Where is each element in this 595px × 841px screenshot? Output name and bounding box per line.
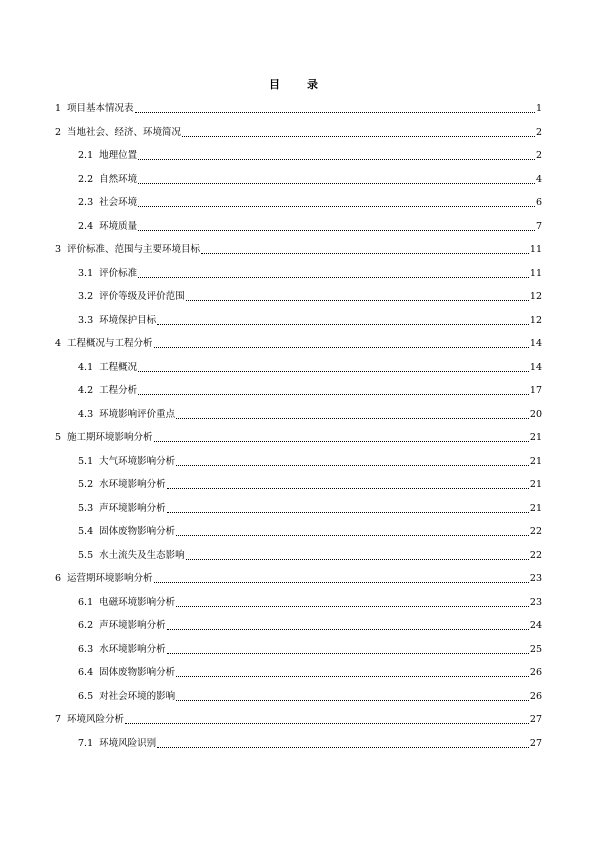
toc-entry-page-number: 24 bbox=[529, 620, 542, 631]
toc-dot-leader bbox=[138, 182, 535, 184]
toc-entry-title: 地理位置 bbox=[99, 150, 138, 161]
toc-entry-title: 环境质量 bbox=[99, 220, 138, 232]
toc-dot-leader bbox=[154, 581, 529, 583]
toc-entry-text bbox=[78, 268, 137, 280]
toc-entry-title: 对社会环境的影响 bbox=[99, 690, 176, 702]
toc-dot-leader bbox=[138, 393, 529, 395]
toc-entry-number: 2.1 bbox=[78, 150, 94, 161]
toc-entry-number: 3.1 bbox=[78, 267, 94, 279]
toc-dot-leader bbox=[176, 605, 529, 607]
toc-entry[interactable] bbox=[78, 616, 542, 632]
toc-entry-text bbox=[78, 503, 166, 515]
toc-entry-number: 6.1 bbox=[78, 596, 94, 608]
toc-entry-page-number: 14 bbox=[529, 361, 542, 373]
toc-entry[interactable] bbox=[78, 475, 542, 491]
toc-entry[interactable] bbox=[78, 146, 542, 162]
toc-entry-number: 7.1 bbox=[78, 737, 94, 749]
toc-entry-text bbox=[78, 526, 175, 538]
toc-entry-text bbox=[78, 362, 137, 374]
toc-entry-title: 环境风险识别 bbox=[99, 737, 157, 749]
toc-entry-number: 4 bbox=[55, 338, 62, 349]
toc-entry[interactable] bbox=[78, 522, 542, 538]
toc-entry-number: 5.4 bbox=[78, 526, 94, 537]
toc-entry-title: 评价标准 bbox=[99, 267, 138, 279]
toc-entry-page-number: 26 bbox=[529, 690, 542, 702]
toc-entry-number: 6.4 bbox=[78, 667, 94, 678]
toc-entry-text bbox=[78, 738, 156, 750]
toc-entry-title: 施工期环境影响分析 bbox=[67, 432, 153, 443]
toc-entry[interactable] bbox=[78, 170, 542, 186]
toc-entry-text bbox=[78, 221, 137, 233]
toc-entry[interactable] bbox=[78, 358, 542, 374]
toc-entry-title: 社会环境 bbox=[99, 197, 138, 208]
toc-entry[interactable] bbox=[78, 687, 542, 703]
toc-entry-text bbox=[55, 244, 200, 256]
toc-entry-number: 3 bbox=[55, 244, 62, 255]
toc-entry-text bbox=[78, 550, 185, 562]
toc-dot-leader bbox=[138, 370, 529, 372]
toc-entry-title: 声环境影响分析 bbox=[99, 502, 166, 514]
toc-entry-page-number: 4 bbox=[535, 173, 542, 185]
toc-entry-number: 2.2 bbox=[78, 173, 94, 185]
toc-entry[interactable] bbox=[55, 123, 542, 139]
toc-entry[interactable] bbox=[55, 428, 542, 444]
toc-entry-page-number: 7 bbox=[535, 220, 542, 232]
toc-entry-page-number: 23 bbox=[529, 573, 542, 584]
toc-entry-title: 水土流失及生态影响 bbox=[99, 549, 185, 561]
toc-entry-title: 声环境影响分析 bbox=[99, 620, 166, 631]
toc-entry-page-number: 27 bbox=[529, 737, 542, 749]
toc-entry-number: 6.3 bbox=[78, 643, 94, 655]
toc-entry[interactable] bbox=[78, 193, 542, 209]
toc-entry-text bbox=[78, 691, 175, 703]
toc-entry[interactable] bbox=[78, 405, 542, 421]
toc-entry[interactable] bbox=[78, 734, 542, 750]
toc-entry-title: 工程概况与工程分析 bbox=[67, 338, 153, 349]
toc-entry-page-number: 17 bbox=[529, 385, 542, 396]
toc-entry-title: 评价等级及评价范围 bbox=[99, 291, 185, 302]
toc-entry-number: 2.4 bbox=[78, 220, 94, 232]
toc-dot-leader bbox=[138, 229, 535, 231]
toc-entry-title: 电磁环境影响分析 bbox=[99, 596, 176, 608]
toc-dot-leader bbox=[186, 558, 529, 560]
toc-entry[interactable] bbox=[78, 264, 542, 280]
toc-entry-number: 2 bbox=[55, 126, 62, 138]
toc-entry[interactable] bbox=[78, 546, 542, 562]
toc-dot-leader bbox=[167, 652, 529, 654]
toc-entry-number: 7 bbox=[55, 714, 62, 725]
toc-entry-number: 4.2 bbox=[78, 385, 94, 396]
toc-entry-page-number: 20 bbox=[529, 408, 542, 420]
toc-entry-page-number: 6 bbox=[535, 197, 542, 208]
toc-dot-leader bbox=[167, 511, 529, 513]
toc-entry-title: 运营期环境影响分析 bbox=[67, 573, 153, 584]
toc-entry-text bbox=[55, 714, 124, 726]
toc-entry-text bbox=[78, 174, 137, 186]
toc-dot-leader bbox=[138, 276, 529, 278]
toc-dot-leader bbox=[176, 699, 529, 701]
toc-entry[interactable] bbox=[78, 593, 542, 609]
toc-entry-title: 环境保护目标 bbox=[99, 314, 157, 326]
toc-entry-number: 5.5 bbox=[78, 549, 94, 561]
toc-dot-leader bbox=[176, 534, 529, 536]
toc-dot-leader bbox=[138, 158, 535, 160]
toc-entry-number: 3.3 bbox=[78, 314, 94, 326]
toc-entry-number: 1 bbox=[55, 103, 62, 114]
toc-entry-page-number: 12 bbox=[529, 291, 542, 302]
toc-dot-leader bbox=[135, 111, 535, 113]
toc-entry-text bbox=[55, 338, 153, 350]
toc-entry-text bbox=[78, 197, 137, 209]
toc-entry[interactable] bbox=[78, 663, 542, 679]
toc-entry-number: 6.2 bbox=[78, 620, 94, 631]
toc-entry-text bbox=[78, 409, 175, 421]
toc-entry-text bbox=[78, 150, 137, 162]
toc-dot-leader bbox=[167, 487, 529, 489]
toc-entry-page-number: 12 bbox=[529, 314, 542, 326]
toc-entry-page-number: 11 bbox=[529, 267, 542, 279]
toc-entry[interactable] bbox=[55, 334, 542, 350]
toc-dot-leader bbox=[176, 675, 529, 677]
toc-entry-page-number: 21 bbox=[529, 479, 542, 490]
toc-entry-title: 水环境影响分析 bbox=[99, 643, 166, 655]
toc-entry[interactable] bbox=[78, 640, 542, 656]
toc-entry-text bbox=[78, 479, 166, 491]
toc-entry-page-number: 27 bbox=[529, 714, 542, 725]
toc-dot-leader bbox=[201, 252, 529, 254]
toc-entry-page-number: 21 bbox=[529, 432, 542, 443]
toc-entry-page-number: 14 bbox=[529, 338, 542, 349]
toc-entry-text bbox=[78, 644, 166, 656]
toc-dot-leader bbox=[176, 417, 529, 419]
toc-dot-leader bbox=[138, 205, 535, 207]
toc-entry[interactable] bbox=[78, 287, 542, 303]
toc-dot-leader bbox=[182, 135, 535, 137]
toc-entry-page-number: 21 bbox=[529, 502, 542, 514]
toc-entry-page-number: 23 bbox=[529, 596, 542, 608]
toc-entry-title: 环境影响评价重点 bbox=[99, 408, 176, 420]
toc-entry-number: 5.3 bbox=[78, 502, 94, 514]
toc-entry[interactable] bbox=[78, 311, 542, 327]
toc-dot-leader bbox=[154, 440, 529, 442]
toc-entry-title: 工程概况 bbox=[99, 361, 138, 373]
toc-entry-text bbox=[78, 315, 156, 327]
toc-entry-title: 固体废物影响分析 bbox=[99, 526, 176, 537]
page-title: 目 录 bbox=[269, 78, 326, 91]
toc-entry-text bbox=[78, 620, 166, 632]
toc-dot-leader bbox=[167, 628, 529, 630]
toc-entry-title: 水环境影响分析 bbox=[99, 479, 166, 490]
toc-entry-page-number: 21 bbox=[529, 455, 542, 467]
toc-entry-number: 6 bbox=[55, 573, 62, 584]
toc-entry-text bbox=[55, 127, 181, 139]
toc-entry-text bbox=[78, 597, 175, 609]
toc-entry-title: 大气环境影响分析 bbox=[99, 455, 176, 467]
toc-entry-title: 评价标准、范围与主要环境目标 bbox=[67, 244, 201, 255]
toc-dot-leader bbox=[176, 464, 529, 466]
toc-entry[interactable] bbox=[55, 240, 542, 256]
toc-entry-title: 工程分析 bbox=[99, 385, 138, 396]
toc-entry-text bbox=[55, 573, 153, 585]
toc-entry-text bbox=[78, 456, 175, 468]
toc-entry-number: 4.3 bbox=[78, 408, 94, 420]
toc-entry[interactable] bbox=[55, 569, 542, 585]
toc-entry[interactable] bbox=[78, 452, 542, 468]
toc-entry[interactable] bbox=[78, 499, 542, 515]
toc-entry-text bbox=[55, 432, 153, 444]
toc-entry-number: 5.1 bbox=[78, 455, 94, 467]
toc-entry-text bbox=[78, 667, 175, 679]
toc-entry-number: 5.2 bbox=[78, 479, 94, 490]
toc-entry-page-number: 2 bbox=[535, 150, 542, 161]
toc-entry-number: 2.3 bbox=[78, 197, 94, 208]
toc-entry-number: 4.1 bbox=[78, 361, 94, 373]
toc-entry[interactable] bbox=[55, 99, 542, 115]
toc-entry-page-number: 11 bbox=[529, 244, 542, 255]
toc-entry-page-number: 26 bbox=[529, 667, 542, 678]
toc-entry[interactable] bbox=[78, 381, 542, 397]
toc-entry-number: 6.5 bbox=[78, 690, 94, 702]
toc-entry-title: 环境风险分析 bbox=[67, 714, 125, 725]
toc-dot-leader bbox=[186, 299, 529, 301]
toc-entry-title: 当地社会、经济、环境简况 bbox=[67, 126, 182, 138]
toc-entry-title: 固体废物影响分析 bbox=[99, 667, 176, 678]
toc-entry-page-number: 22 bbox=[529, 549, 542, 561]
toc-entry-page-number: 1 bbox=[535, 103, 542, 114]
toc-entry-text bbox=[55, 103, 134, 115]
toc-entry-title: 自然环境 bbox=[99, 173, 138, 185]
toc-entry-text bbox=[78, 385, 137, 397]
toc-entry-title: 项目基本情况表 bbox=[67, 103, 134, 114]
toc-dot-leader bbox=[125, 722, 529, 724]
toc-entry[interactable] bbox=[78, 217, 542, 233]
toc-dot-leader bbox=[154, 346, 529, 348]
toc-entry-page-number: 2 bbox=[535, 126, 542, 138]
toc-entry-number: 5 bbox=[55, 432, 62, 443]
toc-entry-number: 3.2 bbox=[78, 291, 94, 302]
toc-entry-text bbox=[78, 291, 185, 303]
toc-dot-leader bbox=[157, 746, 529, 748]
toc-dot-leader bbox=[157, 323, 529, 325]
toc-entry[interactable] bbox=[55, 710, 542, 726]
toc-entry-page-number: 22 bbox=[529, 526, 542, 537]
toc-entry-page-number: 25 bbox=[529, 643, 542, 655]
